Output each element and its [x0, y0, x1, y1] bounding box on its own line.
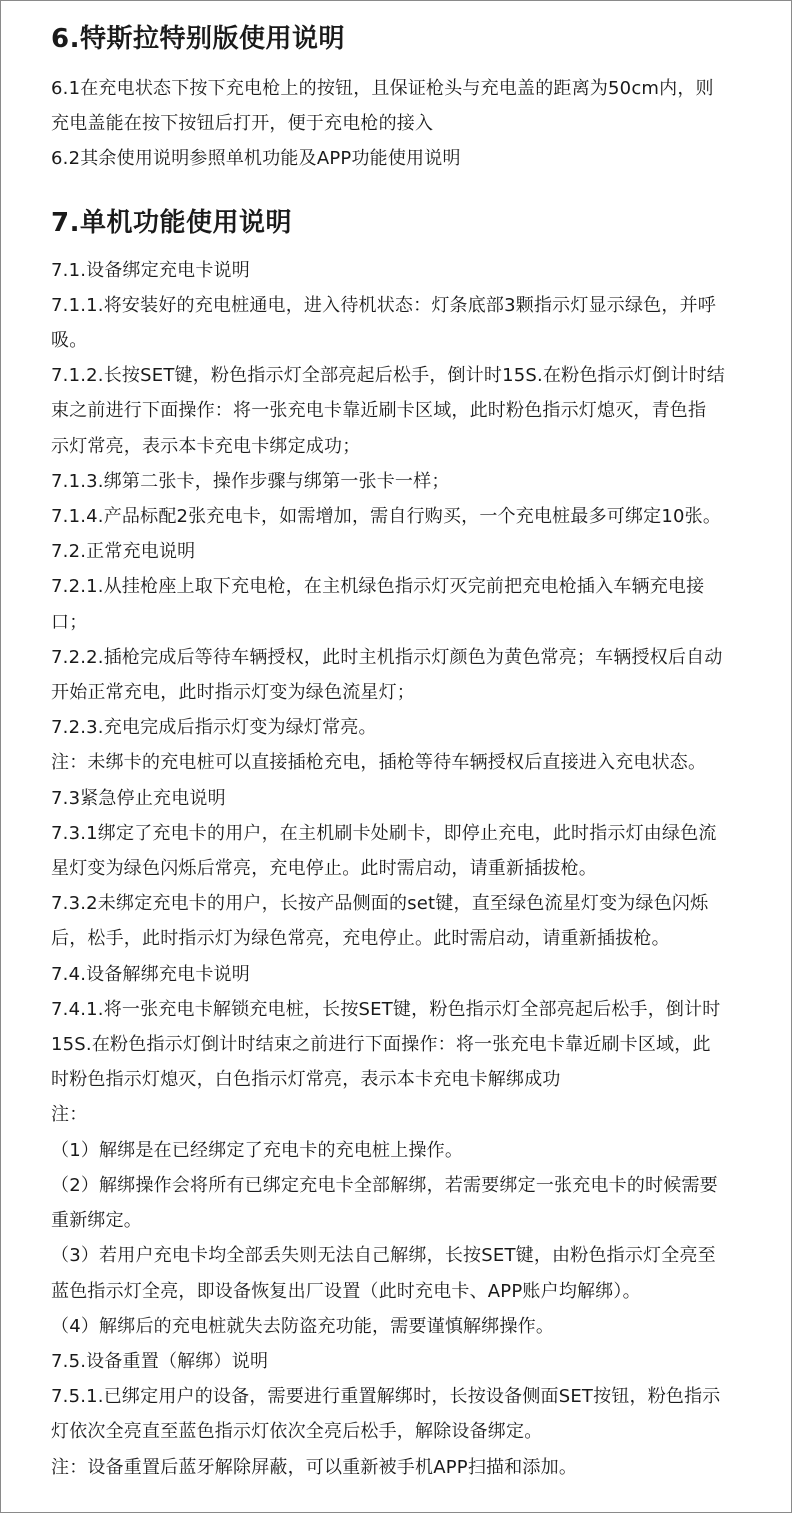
text-line: 7.4.1.将一张充电卡解锁充电桩，长按SET键，粉色指示灯全部亮起后松手，倒计时 — [51, 998, 721, 1020]
text-line: 7.2.2.插枪完成后等待车辆授权，此时主机指示灯颜色为黄色常亮；车辆授权后自动 — [51, 646, 723, 668]
text-line: 充电盖能在按下按钮后打开，便于充电枪的接入 — [51, 113, 434, 135]
text-line: （1）解绑是在已经绑定了充电卡的充电桩上操作。 — [51, 1139, 464, 1161]
text-line: 7.1.2.长按SET键，粉色指示灯全部亮起后松手，倒计时15S.在粉色指示灯倒计时结 — [51, 365, 725, 387]
text-line: 15S.在粉色指示灯倒计时结束之前进行下面操作：将一张充电卡靠近刷卡区域，此 — [51, 1034, 711, 1056]
text-line: 注： — [51, 1104, 88, 1126]
text-line: （4）解绑后的充电桩就失去防盗充功能，需要谨慎解绑操作。 — [51, 1315, 555, 1337]
section-7-body — [51, 253, 751, 1485]
text-line: 7.1.设备绑定充电卡说明 — [51, 259, 250, 281]
text-line: 7.3.2未绑定充电卡的用户，长按产品侧面的set键，直至绿色流星灯变为绿色闪烁 — [51, 893, 709, 915]
text-line: 7.3紧急停止充电说明 — [51, 787, 226, 809]
text-line: 时粉色指示灯熄灭，白色指示灯常亮，表示本卡充电卡解绑成功 — [51, 1069, 561, 1091]
text-line: 7.1.3.绑第二张卡，操作步骤与绑第一张卡一样； — [51, 470, 450, 492]
text-line: 7.2.1.从挂枪座上取下充电枪，在主机绿色指示灯灭完前把充电枪插入车辆充电接 — [51, 576, 705, 598]
text-line: 后，松手，此时指示灯为绿色常亮，充电停止。此时需启动，请重新插拔枪。 — [51, 928, 670, 950]
text-line: （3）若用户充电卡均全部丢失则无法自己解绑，长按SET键，由粉色指示灯全亮至 — [51, 1245, 716, 1267]
text-line: 7.4.设备解绑充电卡说明 — [51, 963, 250, 985]
text-line: 示灯常亮，表示本卡充电卡绑定成功； — [51, 435, 361, 457]
text-line: 蓝色指示灯全亮，即设备恢复出厂设置（此时充电卡、APP账户均解绑）。 — [51, 1280, 641, 1302]
text-line: 注：设备重置后蓝牙解除屏蔽，可以重新被手机APP扫描和添加。 — [51, 1456, 578, 1478]
text-line: 注：未绑卡的充电桩可以直接插枪充电，插枪等待车辆授权后直接进入充电状态。 — [51, 752, 707, 774]
text-line: （2）解绑操作会将所有已绑定充电卡全部解绑，若需要绑定一张充电卡的时候需要 — [51, 1174, 718, 1196]
section-6-body — [51, 71, 751, 177]
text-line: 重新绑定。 — [51, 1210, 142, 1232]
text-line: 口； — [51, 611, 88, 633]
text-line: 7.5.设备重置（解绑）说明 — [51, 1350, 269, 1372]
text-line: 7.2.正常充电说明 — [51, 541, 196, 563]
text-line: 7.3.1绑定了充电卡的用户，在主机刷卡处刷卡，即停止充电，此时指示灯由绿色流 — [51, 822, 717, 844]
text-line: 7.5.1.已绑定用户的设备，需要进行重置解绑时，长按设备侧面SET按钮，粉色指示 — [51, 1386, 721, 1408]
text-line: 7.2.3.充电完成后指示灯变为绿灯常亮。 — [51, 717, 377, 739]
section-7-title: 7.单机功能使用说明 — [51, 207, 292, 238]
text-line: 束之前进行下面操作：将一张充电卡靠近刷卡区域，此时粉色指示灯熄灭，青色指 — [51, 400, 707, 422]
text-line: 灯依次全亮直至蓝色指示灯依次全亮后松手，解除设备绑定。 — [51, 1421, 543, 1443]
text-line: 7.1.1.将安装好的充电桩通电，进入待机状态：灯条底部3颗指示灯显示绿色，并呼 — [51, 294, 716, 316]
section-6-title: 6.特斯拉特别版使用说明 — [51, 24, 345, 54]
text-line: 6.1在充电状态下按下充电枪上的按钮，且保证枪头与充电盖的距离为50cm内，则 — [51, 78, 714, 99]
text-line: 6.2其余使用说明参照单机功能及APP功能使用说明 — [51, 148, 461, 170]
text-line: 星灯变为绿色闪烁后常亮，充电停止。此时需启动，请重新插拔枪。 — [51, 858, 597, 880]
text-line: 开始正常充电，此时指示灯变为绿色流星灯； — [51, 682, 415, 704]
text-line: 吸。 — [51, 330, 88, 352]
text-line: 7.1.4.产品标配2张充电卡，如需增加，需自行购买，一个充电桩最多可绑定10张。 — [51, 506, 722, 528]
